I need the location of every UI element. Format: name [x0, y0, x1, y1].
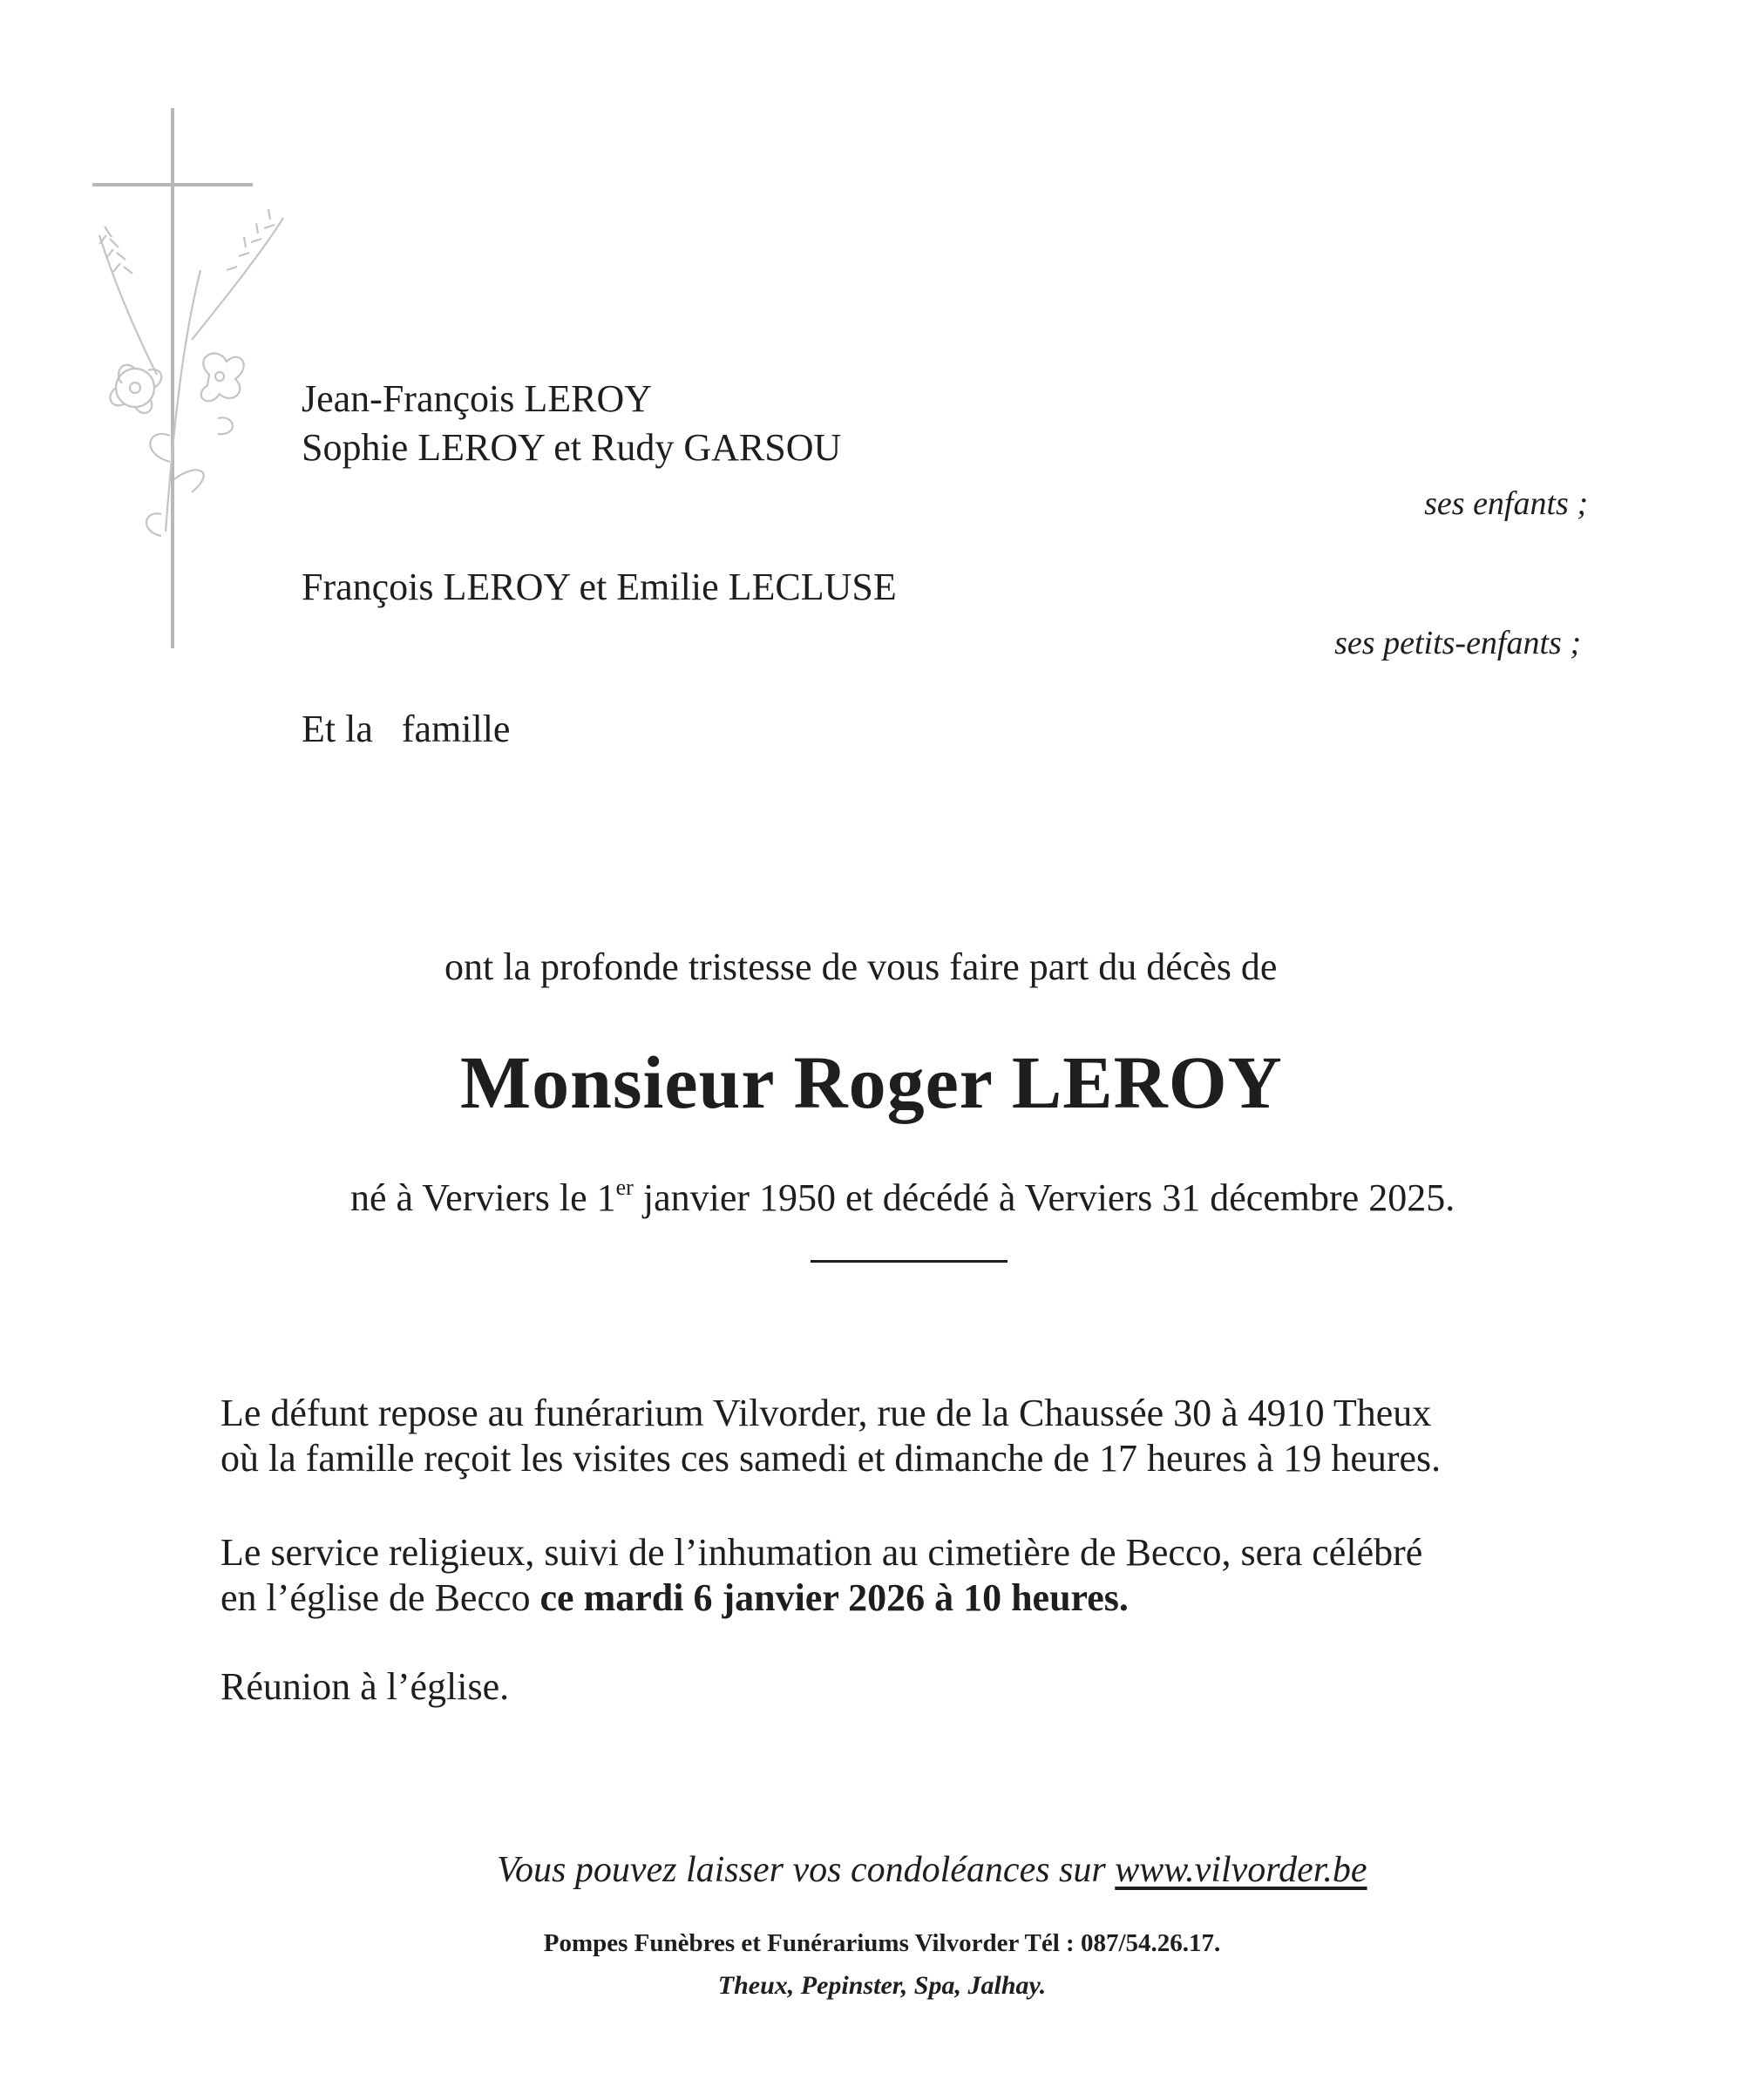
family-line-2: Sophie LEROY et Rudy GARSOU — [302, 426, 842, 469]
service-date-time: ce mardi 6 janvier 2026 à 10 heures. — [539, 1576, 1129, 1619]
footer-company: Pompes Funèbres et Funérariums Vilvorder Tél : 087/54.26.17. — [543, 1929, 1221, 1957]
family-line-1: Jean-François LEROY — [302, 377, 653, 420]
deceased-name: Monsieur Roger LEROY — [460, 1040, 1283, 1124]
family-line-3: François LEROY et Emilie LECLUSE — [302, 566, 897, 608]
dates-prefix: né à Verviers le 1 — [350, 1176, 616, 1219]
service-line-1: Le service religieux, suivi de l’inhumation au cimetière de Becco, sera célébré — [220, 1531, 1423, 1574]
family-line-4: Et la famille — [302, 708, 511, 750]
meeting-note: Réunion à l’église. — [220, 1665, 510, 1708]
service-line-2 — [220, 1576, 1129, 1619]
condolences-link[interactable]: www.vilvorder.be — [1115, 1850, 1367, 1890]
dates-suffix: janvier 1950 et décédé à Verviers 31 décembre 2025. — [633, 1176, 1455, 1219]
announcement-intro: ont la profonde tristesse de vous faire part du décès de — [444, 945, 1278, 988]
footer-locations: Theux, Pepinster, Spa, Jalhay. — [717, 1971, 1047, 2000]
condolences-line — [497, 1849, 1367, 1891]
service-line-2-prefix: en l’église de Becco — [220, 1576, 540, 1619]
birth-death-dates — [350, 1176, 1455, 1217]
dates-superscript: er — [615, 1175, 634, 1200]
role-grandchildren: ses petits-enfants ; — [1334, 625, 1581, 661]
cross-horizontal-bar — [92, 183, 253, 186]
visit-line-1: Le défunt repose au funérarium Vilvorder, rue de la Chaussée 30 à 4910 Theux — [220, 1392, 1432, 1434]
cross-with-flowers-icon — [87, 200, 296, 584]
role-children: ses enfants ; — [1424, 485, 1588, 522]
condolences-text: Vous pouvez laisser vos condoléances sur — [497, 1850, 1116, 1890]
divider-rule — [811, 1260, 1008, 1263]
visit-line-2: où la famille reçoit les visites ces samedi et dimanche de 17 heures à 19 heures. — [220, 1437, 1442, 1480]
